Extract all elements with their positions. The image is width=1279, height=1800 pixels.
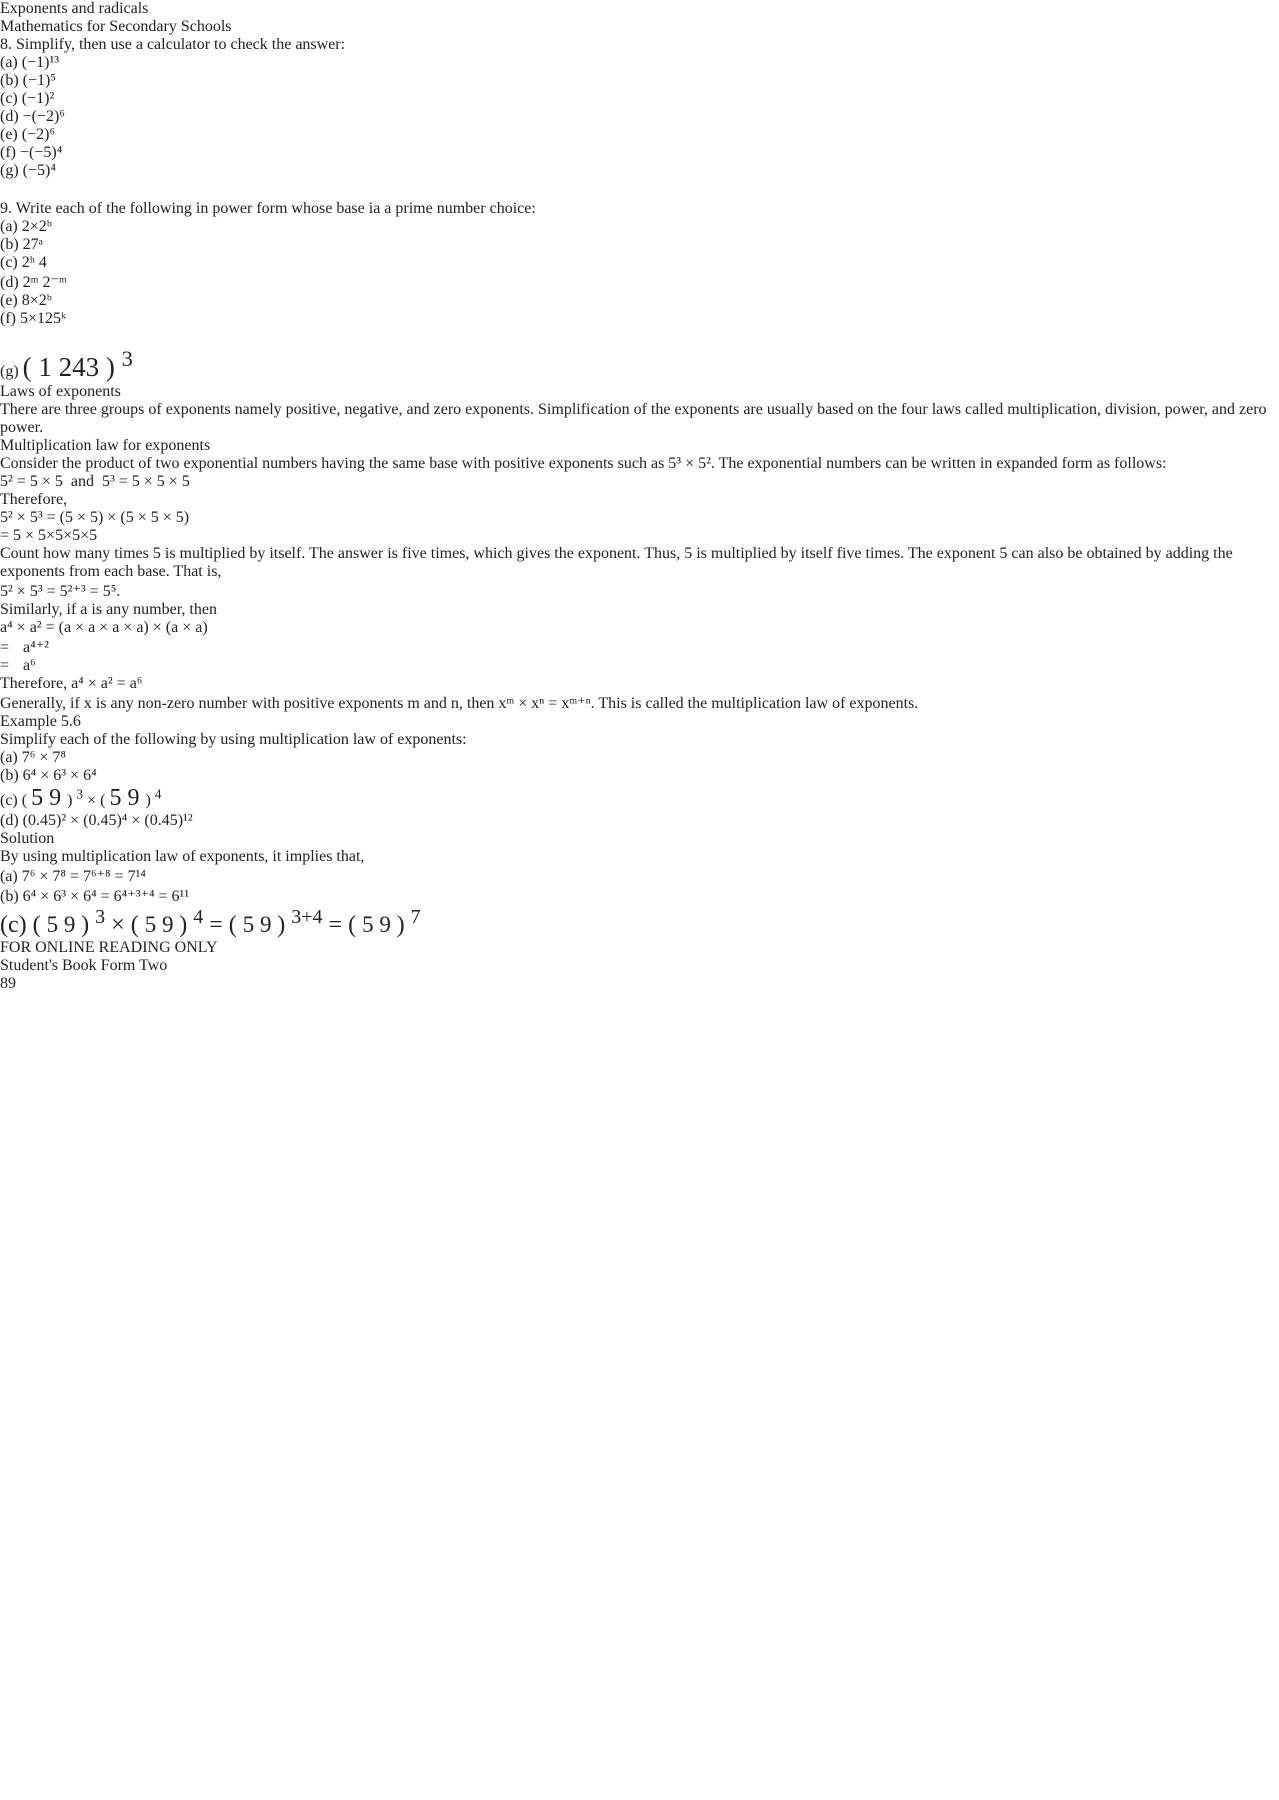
fraction-numerator: 1 (38, 352, 52, 382)
multiplication-heading: Multiplication law for exponents (0, 437, 211, 454)
open-paren: ( (100, 792, 106, 809)
times-sign: × (111, 912, 125, 938)
item-label: (b) (0, 767, 19, 784)
equation-block (0, 509, 1279, 545)
item-label: (e) (0, 292, 18, 309)
fraction-denominator: 9 (379, 912, 391, 937)
exercise-item (0, 90, 1279, 108)
exercise-item (0, 72, 1279, 90)
close-paren: ) (67, 792, 73, 809)
fraction-denominator: 243 (58, 352, 100, 382)
item-label: (d) (0, 812, 19, 829)
fraction-denominator: 9 (161, 912, 174, 937)
fraction-numerator: 5 (31, 785, 44, 811)
therefore-label: Therefore, (0, 491, 68, 508)
page-number: 89 (0, 975, 16, 992)
multiplication-paragraph: Consider the product of two exponential numbers having the same base with positive exponents such as 5³ × 5². The exponential numbers can be written in expanded form as follows: (0, 455, 1167, 472)
item-label: (g) (0, 162, 19, 179)
fraction-exponent: 7 (410, 906, 421, 928)
item-label: (c) (0, 90, 18, 107)
solution-expression: 6⁴ × 6³ × 6⁴ = 6⁴⁺³⁺⁴ = 6¹¹ (22, 888, 190, 905)
item-label: (g) (0, 363, 19, 380)
item-expression: (0.45)² × (0.45)⁴ × (0.45)¹² (22, 812, 193, 829)
equation-lhs: 5² × 5³ (0, 509, 43, 526)
expanded-form-line: 5² = 5 × 5 and 5³ = 5 × 5 × 5 (0, 473, 190, 490)
fraction (109, 785, 145, 811)
fraction-denominator: 9 (127, 785, 140, 811)
book-label: Student's Book Form Two (0, 957, 168, 974)
paren-fraction (348, 906, 421, 938)
text-segment: is any non-zero number with positive exponents (91, 695, 408, 712)
equation-rhs: a⁶ (23, 657, 36, 674)
fraction (243, 912, 278, 937)
left-column (0, 36, 1279, 491)
fraction-denominator: 9 (63, 912, 76, 937)
fraction-numerator: 5 (109, 785, 122, 811)
open-paren: ( (228, 912, 237, 938)
exercise-item (0, 346, 1279, 383)
item-expression: 6⁴ × 6³ × 6⁴ (22, 767, 97, 784)
item-label: (f) (0, 310, 16, 327)
underbraced-term: (5 × 5 × 5) (120, 509, 190, 526)
open-paren: ( (130, 912, 139, 938)
solution-item (0, 906, 1279, 939)
times-sign: × (87, 792, 97, 809)
fraction-numerator: 2ᵐ (22, 274, 39, 291)
item-expression: 8×2ᵇ (21, 292, 52, 309)
equation-line (0, 657, 1279, 675)
fraction-denominator: 4 (38, 254, 47, 271)
solution-expression: 7⁶ × 7⁸ = 7⁶⁺⁸ = 7¹⁴ (21, 868, 146, 885)
item-expression: (−1)² (21, 90, 55, 107)
question-number: 8. (0, 36, 12, 53)
item-label: (f) (0, 144, 16, 161)
example-item (0, 749, 1279, 767)
item-label: (c) (0, 792, 18, 809)
fraction-denominator: 9 (259, 912, 272, 937)
item-label: (a) (0, 54, 18, 71)
fraction-numerator: 5 (46, 912, 59, 937)
close-paren: ) (81, 912, 90, 938)
fraction-denominator: 9 (49, 785, 62, 811)
therefore-label: Therefore, (0, 675, 68, 692)
fraction-exponent: 3 (76, 786, 84, 802)
item-expression: −(−5)⁴ (19, 144, 63, 161)
example-header (0, 713, 1279, 731)
equation: xᵐ × xⁿ = xᵐ⁺ⁿ (498, 695, 591, 712)
variable: m (407, 695, 420, 712)
fraction (362, 912, 397, 937)
equation-line (0, 637, 1279, 657)
exercise-item (0, 54, 1279, 72)
example-box (0, 713, 1279, 939)
question-9 (0, 200, 1279, 218)
exercise-item (0, 236, 1279, 254)
text-segment: Similarly, if (0, 601, 81, 618)
equals-sign: = (46, 509, 56, 526)
exercise-item (0, 108, 1279, 126)
laws-heading: Laws of exponents (0, 383, 121, 400)
equals-sign: = (209, 912, 223, 938)
variable: x (83, 695, 92, 712)
exercise-item (0, 272, 1279, 292)
fraction-numerator: 5 (144, 912, 157, 937)
paren-fraction (130, 906, 210, 938)
item-label: (a) (0, 868, 18, 885)
therefore-conclusion (0, 675, 1279, 693)
chapter-title: Exponents and radicals (0, 0, 149, 17)
solution-item (0, 886, 1279, 906)
equation-line: a⁴ × a² = (a × a × a × a) × (a × a) (0, 619, 208, 636)
item-label: (c) (0, 254, 18, 271)
equals-sign: = (0, 527, 10, 544)
equals-sign: = (0, 657, 10, 674)
item-label: (d) (0, 274, 19, 291)
equation-line (0, 509, 1279, 527)
exercise-item (0, 144, 1279, 162)
equation-line (0, 527, 1279, 545)
question-prompt: Write each of the following in power form whose base ia a prime number choice: (15, 200, 536, 217)
fraction-denominator: 2⁻ᵐ (42, 274, 67, 291)
open-paren: ( (21, 792, 28, 809)
count-paragraph: Count how many times 5 is multiplied by itself. The answer is five times, which gives the exponent. Thus, 5 is multiplied by itself five times. The exponent 5 can also be obtained by adding the exponents from each base. That is, (0, 545, 1233, 580)
fraction-exponent: 3 (121, 346, 133, 371)
close-paren: ) (105, 352, 115, 382)
equation: 5² × 5³ = 5²⁺³ = 5⁵. (0, 583, 121, 600)
open-paren: ( (22, 352, 32, 382)
underbraced-term: 5 × 5×5×5×5 (13, 527, 98, 544)
fraction-numerator: 5 (242, 912, 255, 937)
rule-box (0, 693, 1279, 713)
right-column (0, 491, 1279, 939)
item-expression: (−2)⁶ (21, 126, 56, 143)
open-paren: ( (32, 912, 41, 938)
close-paren: ) (145, 792, 151, 809)
solution-heading: Solution (0, 830, 55, 847)
page-number-badge (0, 975, 1279, 993)
solution-intro: By using multiplication law of exponents, it implies that, (0, 848, 365, 865)
item-expression: 2×2ᵇ (21, 218, 52, 235)
exercise-item (0, 292, 1279, 310)
close-paren: ) (396, 912, 405, 938)
fraction-exponent: 3 (95, 906, 106, 928)
fraction (38, 352, 106, 382)
fraction-numerator: 2ʰ (21, 254, 35, 271)
text-segment: , then (458, 695, 499, 712)
item-label: (b) (0, 888, 19, 905)
example-prompt: Simplify each of the following by using multiplication law of exponents: (0, 731, 467, 748)
item-expression: (−1)¹³ (21, 54, 60, 71)
laws-paragraph: There are three groups of exponents namely positive, negative, and zero exponents. Simplification of the exponents are usually based on the four laws called multiplication, division, power, and zero power. (0, 401, 1267, 436)
example-body (0, 731, 1279, 939)
fraction (22, 254, 47, 271)
paren-fraction (100, 785, 162, 811)
exercise-item (0, 162, 1279, 180)
times-sign: × (107, 509, 117, 526)
similarly-paragraph (0, 601, 1279, 619)
equation: a⁴ × a² = a⁶ (71, 675, 143, 692)
equals-sign: = (0, 639, 10, 656)
open-paren: ( (348, 912, 357, 938)
text-segment: is any number, then (87, 601, 217, 618)
fraction (47, 912, 82, 937)
equation-rhs: a⁴⁺² (23, 639, 49, 656)
item-expression: 5×125ᵏ (19, 310, 67, 327)
text-segment: Generally, if (0, 695, 84, 712)
fraction-exponent: 4 (154, 786, 162, 802)
item-expression: (−5)⁴ (22, 162, 56, 179)
solution-item (0, 866, 1279, 886)
item-label: (a) (0, 749, 18, 766)
exercise-item (0, 254, 1279, 272)
side-tab (0, 18, 1279, 36)
fraction-numerator: 5 (362, 912, 374, 937)
item-label: (b) (0, 236, 19, 253)
paren-fraction (32, 906, 112, 938)
question-prompt: Simplify, then use a calculator to check the answer: (16, 36, 346, 53)
item-expression: (−1)⁵ (22, 72, 56, 89)
item-expression: 27ᵃ (22, 236, 44, 253)
example-title: Example 5.6 (0, 713, 81, 730)
footer-band (0, 957, 1279, 975)
question-number: 9. (0, 200, 12, 217)
side-tab-label: Mathematics for Secondary Schools (0, 18, 232, 35)
text-segment: and (419, 695, 451, 712)
paren-fraction (21, 785, 87, 811)
variable: n (450, 695, 459, 712)
item-label: (c) (0, 912, 27, 938)
fraction (31, 785, 67, 811)
item-expression: −(−2)⁶ (22, 108, 65, 125)
paren-fraction (22, 346, 133, 382)
question-8 (0, 36, 1279, 54)
underbraced-term: (5 × 5) (59, 509, 104, 526)
variable: a (80, 601, 88, 618)
item-label: (b) (0, 72, 19, 89)
close-paren: ) (179, 912, 188, 938)
exercise-item (0, 310, 1279, 328)
fraction (23, 274, 67, 291)
equals-sign: = (328, 912, 343, 938)
fraction-exponent: 3+4 (291, 906, 323, 928)
exercise-item (0, 218, 1279, 236)
item-label: (d) (0, 108, 19, 125)
close-paren: ) (277, 912, 286, 938)
example-item (0, 767, 1279, 785)
item-label: (a) (0, 218, 18, 235)
example-item (0, 785, 1279, 812)
paren-fraction (228, 906, 329, 938)
watermark: FOR ONLINE READING ONLY (0, 939, 218, 956)
exercise-item (0, 126, 1279, 144)
item-label: (e) (0, 126, 18, 143)
exercise-box (0, 36, 1279, 383)
example-item (0, 812, 1279, 830)
text-segment: . This is called the multiplication law of exponents. (590, 695, 919, 712)
fraction-exponent: 4 (193, 906, 204, 928)
item-expression: 7⁶ × 7⁸ (21, 749, 66, 766)
fraction (145, 912, 180, 937)
